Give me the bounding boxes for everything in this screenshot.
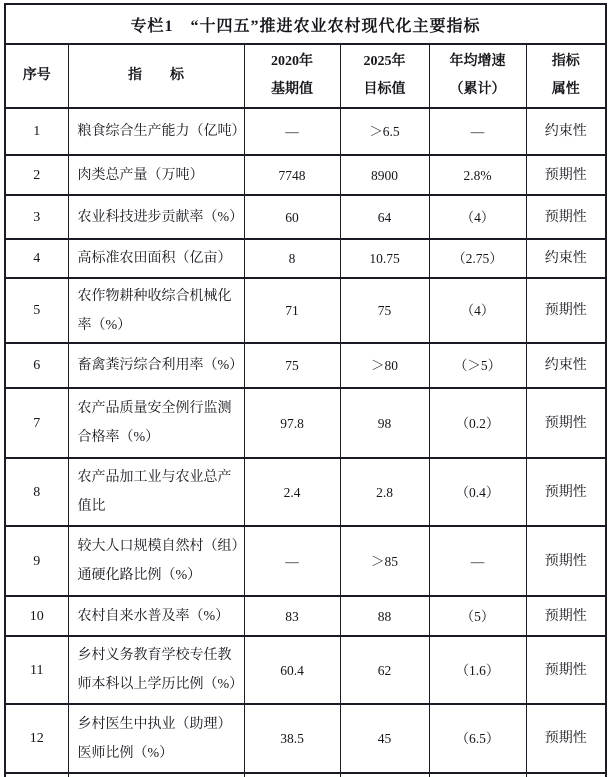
cell-indicator: 农作物耕种收综合机械化率（%） (68, 278, 244, 343)
table-row (5, 343, 606, 388)
cell-target: ＞6.5 (340, 108, 429, 155)
table-title-row (5, 4, 606, 44)
cell-indicator: 高标准农田面积（亿亩） (68, 239, 244, 278)
cell-base: 97.8 (244, 388, 340, 458)
cell-growth: （＞5） (429, 343, 526, 388)
cell-indicator: 农产品质量安全例行监测合格率（%） (68, 388, 244, 458)
cell-attribute: 约束性 (526, 343, 606, 388)
table-body (5, 108, 606, 777)
cell-attribute: 约束性 (526, 108, 606, 155)
cell-attribute: 预期性 (526, 195, 606, 239)
cell-indicator: 乡村义务教育学校专任教师本科以上学历比例（%） (68, 636, 244, 704)
cell-attribute: 预期性 (526, 596, 606, 636)
cell-attribute: 预期性 (526, 526, 606, 596)
cell-target: 2.8 (340, 458, 429, 526)
cell-indicator: 农产品加工业与农业总产值比 (68, 458, 244, 526)
table-header-row (5, 44, 606, 108)
cell-base: — (244, 108, 340, 155)
cell-base: 75 (244, 343, 340, 388)
column-header-indicator: 指 标 (68, 44, 244, 108)
table-row (5, 526, 606, 596)
table-row (5, 388, 606, 458)
cell-target: 45 (340, 704, 429, 773)
cell-attribute: 预期性 (526, 458, 606, 526)
cell-base: 83 (244, 596, 340, 636)
cell-base: — (244, 526, 340, 596)
cell-target: 75 (340, 278, 429, 343)
cell-growth: （0.2） (429, 388, 526, 458)
table-row (5, 704, 606, 773)
table-row (5, 278, 606, 343)
cell-target: 64 (340, 195, 429, 239)
partial-row (5, 773, 606, 777)
cell-indicator: 农村自来水普及率（%） (68, 596, 244, 636)
cell-no: 8 (5, 458, 68, 526)
cell-no: 1 (5, 108, 68, 155)
cell-no: 4 (5, 239, 68, 278)
cell-target: 10.75 (340, 239, 429, 278)
cell-attribute: 预期性 (526, 278, 606, 343)
cell-no: 6 (5, 343, 68, 388)
table-row (5, 195, 606, 239)
cell-base: 38.5 (244, 704, 340, 773)
cell-growth: （6.5） (429, 704, 526, 773)
cell-target: 98 (340, 388, 429, 458)
cell-indicator: 农业科技进步贡献率（%） (68, 195, 244, 239)
cell-attribute: 预期性 (526, 388, 606, 458)
cell-indicator: 粮食综合生产能力（亿吨） (68, 108, 244, 155)
cell-attribute: 约束性 (526, 239, 606, 278)
indicators-table (4, 3, 607, 777)
cell-attribute: 预期性 (526, 155, 606, 195)
cell-base: 2.4 (244, 458, 340, 526)
column-header-no: 序号 (5, 44, 68, 108)
column-header-growth: 年均增速 （累计） (429, 44, 526, 108)
table-row (5, 636, 606, 704)
cell-growth: 2.8% (429, 155, 526, 195)
cell-growth: （4） (429, 278, 526, 343)
table-row (5, 596, 606, 636)
cell-growth: （0.4） (429, 458, 526, 526)
table-row (5, 458, 606, 526)
column-header-base_2020: 2020年 基期值 (244, 44, 340, 108)
cell-base: 71 (244, 278, 340, 343)
column-header-attribute: 指标 属性 (526, 44, 606, 108)
cell-no: 7 (5, 388, 68, 458)
cell-base: 60 (244, 195, 340, 239)
cell-growth: （5） (429, 596, 526, 636)
cell-no: 2 (5, 155, 68, 195)
cell-growth: （4） (429, 195, 526, 239)
cell-no: 12 (5, 704, 68, 773)
cell-indicator: 乡村医生中执业（助理）医师比例（%） (68, 704, 244, 773)
cell-indicator: 畜禽粪污综合利用率（%） (68, 343, 244, 388)
cell-attribute: 预期性 (526, 704, 606, 773)
cell-growth: — (429, 526, 526, 596)
cell-growth: （2.75） (429, 239, 526, 278)
cell-target: 8900 (340, 155, 429, 195)
cell-base: 60.4 (244, 636, 340, 704)
cell-target: 88 (340, 596, 429, 636)
cell-indicator: 较大人口规模自然村（组）通硬化路比例（%） (68, 526, 244, 596)
cell-base: 8 (244, 239, 340, 278)
table-title: 专栏1 “十四五”推进农业农村现代化主要指标 (5, 4, 606, 44)
cell-no: 11 (5, 636, 68, 704)
cell-no: 10 (5, 596, 68, 636)
column-header-target_2025: 2025年 目标值 (340, 44, 429, 108)
cell-target: ＞85 (340, 526, 429, 596)
table-row (5, 155, 606, 195)
cell-indicator: 肉类总产量（万吨） (68, 155, 244, 195)
cell-attribute: 预期性 (526, 636, 606, 704)
table-row (5, 239, 606, 278)
cell-target: 62 (340, 636, 429, 704)
table-row (5, 108, 606, 155)
cell-growth: — (429, 108, 526, 155)
cell-growth: （1.6） (429, 636, 526, 704)
cell-no: 5 (5, 278, 68, 343)
cell-target: ＞80 (340, 343, 429, 388)
cell-no: 9 (5, 526, 68, 596)
cell-base: 7748 (244, 155, 340, 195)
cell-no: 3 (5, 195, 68, 239)
